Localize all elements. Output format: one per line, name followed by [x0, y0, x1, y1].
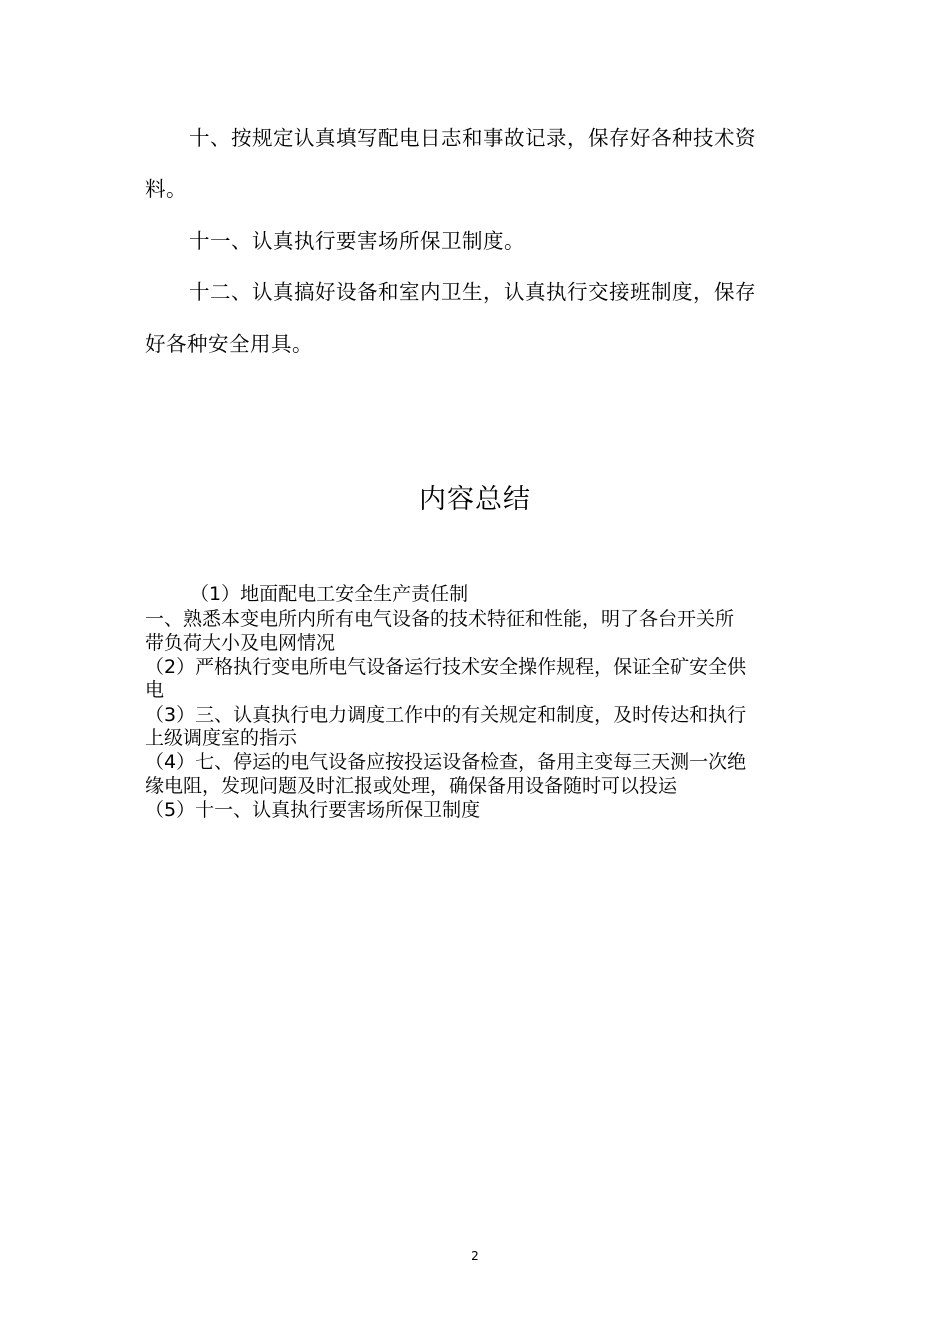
paragraph-12-line-2: 好各种安全用具。 — [145, 332, 313, 356]
paragraph-10-line-2: 料。 — [145, 177, 187, 201]
summary-line: （3）三、认真执行电力调度工作中的有关规定和制度，及时传达和执行 — [145, 704, 747, 726]
summary-line: 电 — [145, 679, 165, 701]
summary-line: 上级调度室的指示 — [145, 727, 298, 749]
paragraph-10-line-1: 十、按规定认真填写配电日志和事故记录，保存好各种技术资 — [189, 126, 756, 150]
paragraph-12-line-1: 十二、认真搞好设备和室内卫生，认真执行交接班制度，保存 — [189, 280, 756, 304]
summary-line: （4）七、停运的电气设备应按投运设备检查，备用主变每三天测一次绝 — [145, 751, 747, 773]
summary-line: （1）地面配电工安全生产责任制 — [190, 583, 469, 605]
summary-line: 带负荷大小及电网情况 — [145, 632, 336, 654]
summary-line: 缘电阻，发现问题及时汇报或处理，确保备用设备随时可以投运 — [145, 775, 678, 797]
summary-line: 一、熟悉本变电所内所有电气设备的技术特征和性能，明了各台开关所 — [145, 608, 735, 630]
summary-title: 内容总结 — [419, 484, 531, 515]
summary-line: （2）严格执行变电所电气设备运行技术安全操作规程，保证全矿安全供 — [145, 656, 747, 678]
summary-line: （5）十一、认真执行要害场所保卫制度 — [145, 799, 481, 821]
page-number: 2 — [471, 1249, 479, 1263]
paragraph-11: 十一、认真执行要害场所保卫制度。 — [189, 229, 525, 253]
